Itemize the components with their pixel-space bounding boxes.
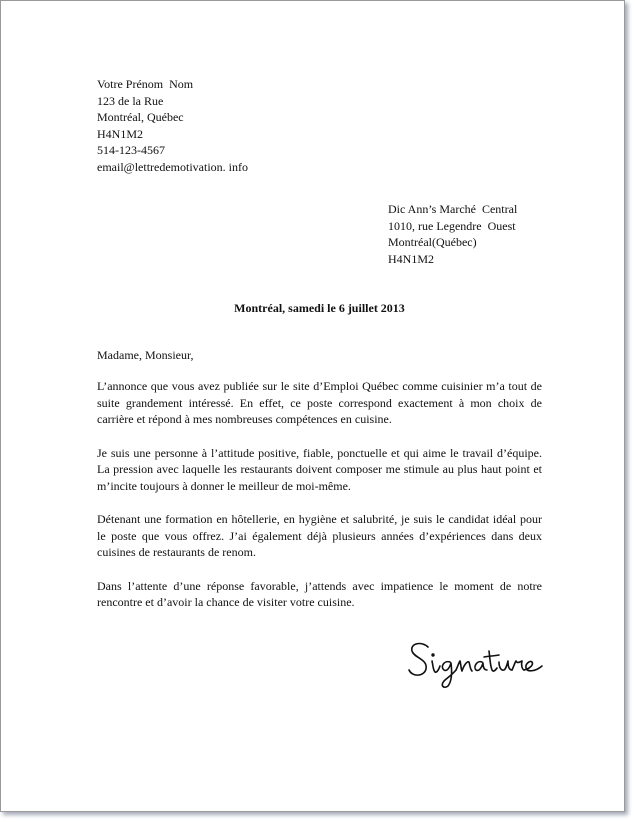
body-paragraph: Détenant une formation en hôtellerie, en hygiène et salubrité, je suis le candidat idéal pour le poste que vous offrez. J’ai également déjà plusieurs années d’expériences dans deux cuisines de restaurants de renom. <box>97 512 542 559</box>
salutation: Madame, Monsieur, <box>97 348 194 362</box>
letter-body <box>97 378 542 628</box>
sender-address-block <box>97 76 248 175</box>
sender-phone: 514-123-4567 <box>97 143 165 157</box>
recipient-name: Dic Ann’s Marché Central <box>388 202 518 216</box>
letter-date: Montréal, samedi le 6 juillet 2013 <box>234 301 405 315</box>
sender-city: Montréal, Québec <box>97 110 184 124</box>
recipient-address-block <box>388 201 517 267</box>
sender-postal-code: H4N1M2 <box>97 126 144 141</box>
body-paragraph: Dans l’attente d’une réponse favorable, j’attends avec impatience le moment de notre rencontre et d’avoir la chance de visiter votre cuisine. <box>97 578 542 609</box>
recipient-postal-code: H4N1M2 <box>388 251 435 266</box>
recipient-city: Montréal(Québec) <box>388 235 477 249</box>
sender-name: Votre Prénom Nom <box>97 77 194 91</box>
handwritten-signature <box>406 639 551 691</box>
sender-street: 123 de la Rue <box>97 93 164 108</box>
body-paragraph: L’annonce que vous avez publiée sur le site d’Emploi Québec comme cuisinier m’a tout de suite grandement intéressé. En effet, ce poste correspond exactement à mon choix de carrière et répond à mes nombreuses compétences en cuisine. <box>97 379 542 426</box>
recipient-street: 1010, rue Legendre Ouest <box>388 218 516 233</box>
body-paragraph: Je suis une personne à l’attitude positive, fiable, ponctuelle et qui aime le travail d’équipe. La pression avec laquelle les restaurants doivent composer me stimule au plus haut point et m’incite toujours à donner le meilleur de moi-même. <box>97 445 542 493</box>
sender-email: email@lettredemotivation. info <box>97 159 249 174</box>
